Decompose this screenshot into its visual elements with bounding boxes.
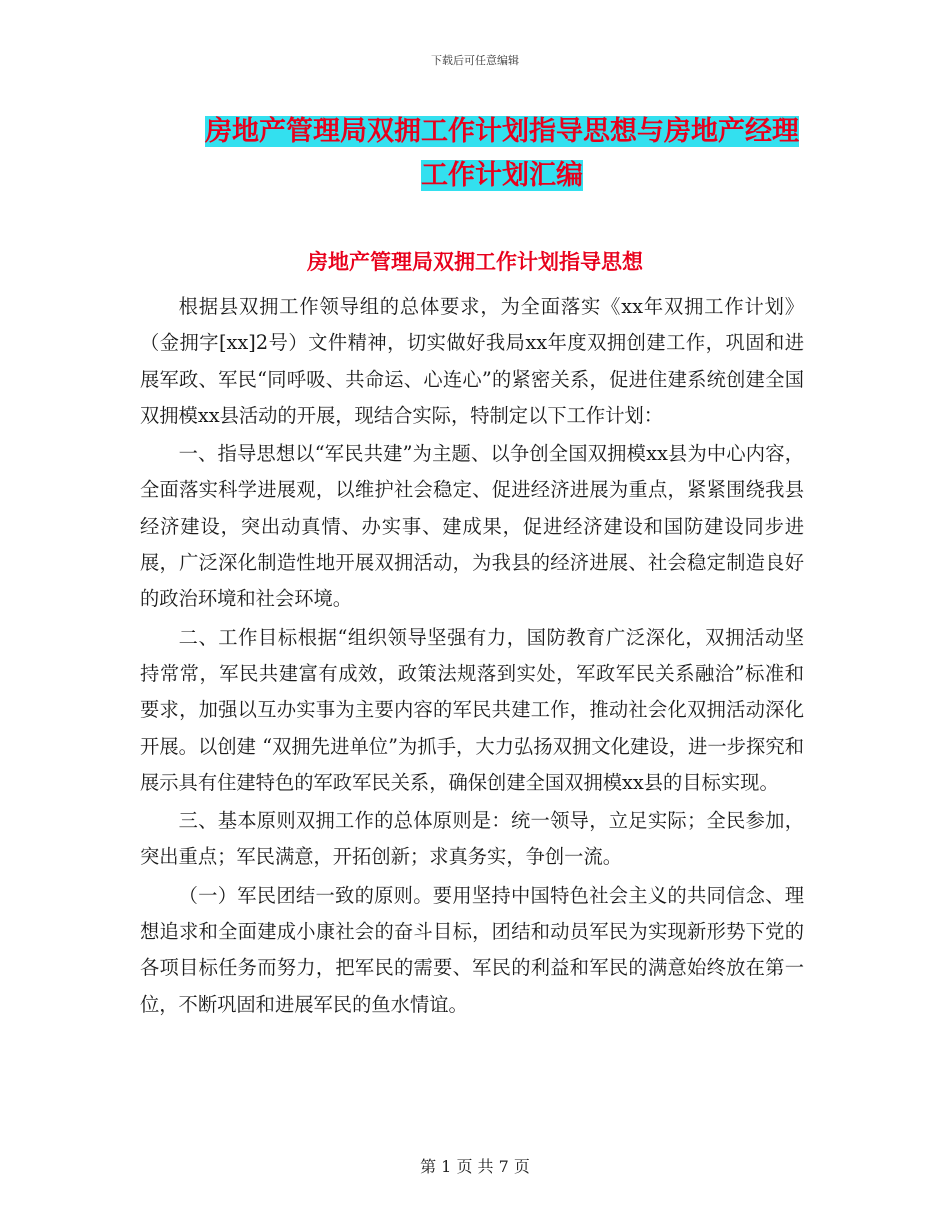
paragraph: （一）军民团结一致的原则。要用坚持中国特色社会主义的共同信念、理想追求和全面建成小康社会的奋斗目标，团结和动员军民为实现新形势下党的各项目标任务而努力，把军民的需要、军民的利益和军民的满意始终放在第一位，不断巩固和进展军民的鱼水情谊。 [140,883,804,1016]
document-title-text: 房地产管理局双拥工作计划指导思想与房地产经理工作计划汇编 [205,116,799,191]
paragraph: 三、基本原则双拥工作的总体原则是：统一领导，立足实际；全民参加，突出重点；军民满意，开拓创新；求真务实，争创一流。 [140,809,804,869]
page-footer: 第 1 页 共 7 页 [420,1157,530,1176]
paragraph: 根据县双拥工作领导组的总体要求，为全面落实《xx年双拥工作计划》（金拥字[xx]2号）文件精神，切实做好我局xx年度双拥创建工作，巩固和进展军政、军民“同呼吸、共命运、心连心”的紧密关系，促进住建系统创建全国双拥模xx县活动的开展，现结合实际，特制定以下工作计划： [140,295,804,427]
paragraph: 一、指导思想以“军民共建”为主题、以争创全国双拥模xx县为中心内容，全面落实科学进展观，以维护社会稳定、促进经济进展为重点，紧紧围绕我县经济建设，突出动真情、办实事、建成果，促进经济建设和国防建设同步进展，广泛深化制造性地开展双拥活动，为我县的经济进展、社会稳定制造良好的政治环境和社会环境。 [140,442,804,611]
document-title [192,110,812,198]
paragraph: 二、工作目标根据“组织领导坚强有力，国防教育广泛深化，双拥活动坚持常常，军民共建富有成效，政策法规落到实处，军政军民关系融洽”标准和要求，加强以互办实事为主要内容的军民共建工作，推动社会化双拥活动深化开展。以创建 “双拥先进单位”为抓手，大力弘扬双拥文化建设，进一步探究和展示具有住建特色的军政军民关系，确保创建全国双拥模xx县的目标实现。 [140,625,804,794]
document-body [140,289,804,1025]
section-heading: 房地产管理局双拥工作计划指导思想 [307,250,643,274]
page-header-note: 下载后可任意编辑 [431,54,519,67]
